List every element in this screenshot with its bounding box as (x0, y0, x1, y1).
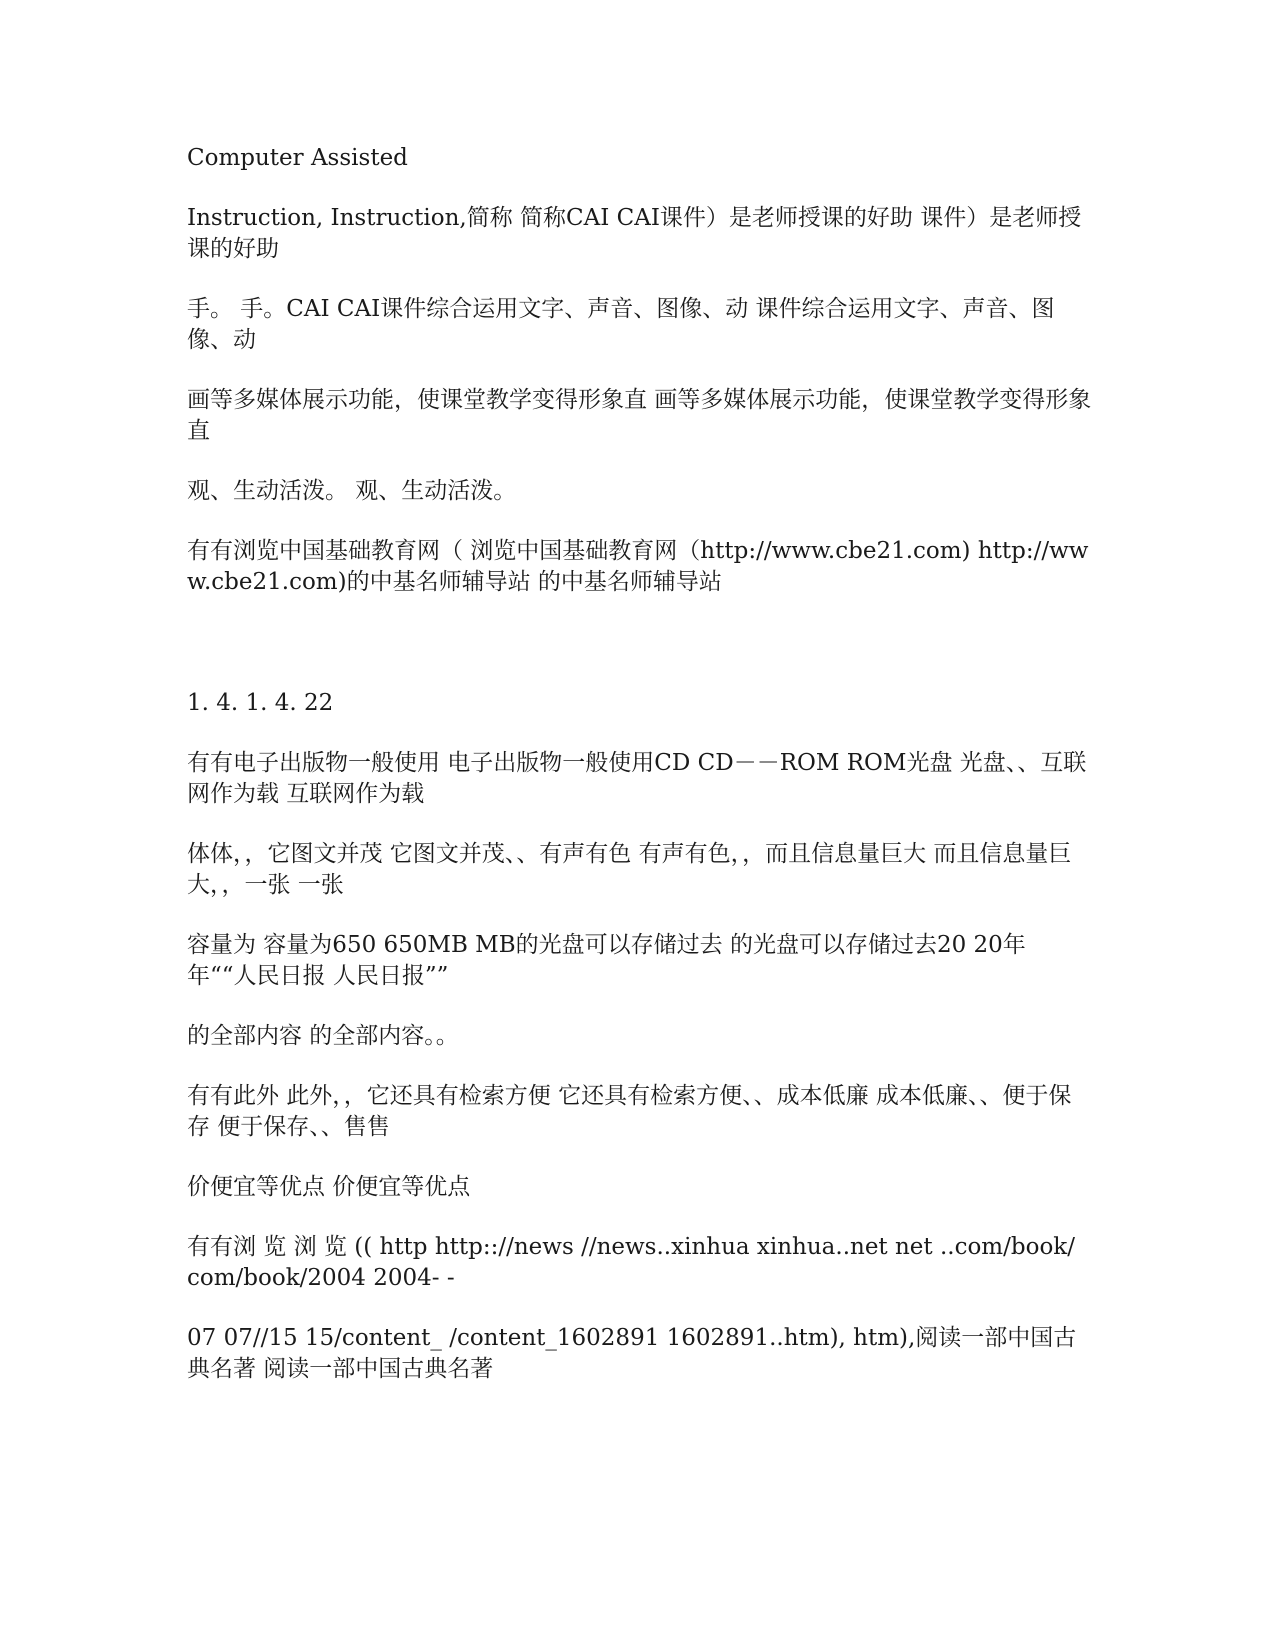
paragraph-2: Instruction, Instruction,简称 简称CAI CAI课件）是老师授课的好助 课件）是老师授课的好助 (187, 205, 1082, 262)
paragraph-9: 容量为 容量为650 650MB MB的光盘可以存储过去 的光盘可以存储过去20 20年年““人民日报 人民日报”” (187, 932, 1026, 989)
paragraph-4: 画等多媒体展示功能，使课堂教学变得形象直 画等多媒体展示功能，使课堂教学变得形象直 (187, 387, 1092, 444)
section-number: 1. 4. 1. 4. 22 (187, 690, 334, 716)
paragraph-10: 的全部内容 的全部内容。。 (187, 1023, 459, 1049)
document-body (187, 143, 1092, 1414)
paragraph-14: 07 07//15 15/content_ /content_1602891 1602891..htm), htm),阅读一部中国古典名著 阅读一部中国古典名著 (187, 1325, 1077, 1382)
paragraph-13: 有有浏 览 浏 览 (( http http:://news //news..xinhua xinhua..net net ..com/book/ com/book/2004 2004- - (187, 1234, 1075, 1291)
paragraph-11: 有有此外 此外，，它还具有检索方便 它还具有检索方便、、成本低廉 成本低廉、、便于保存 便于保存、、售售 (187, 1083, 1072, 1140)
paragraph-1: Computer Assisted (187, 145, 408, 171)
paragraph-12: 价便宜等优点 价便宜等优点 (187, 1174, 471, 1200)
paragraph-7: 有有电子出版物一般使用 电子出版物一般使用CD CD－－ROM ROM光盘 光盘、、互联网作为载 互联网作为载 (187, 750, 1087, 807)
paragraph-8: 体体，，它图文并茂 它图文并茂、、有声有色 有声有色，，而且信息量巨大 而且信息量巨大，，一张 一张 (187, 841, 1072, 898)
paragraph-3: 手。 手。CAI CAI课件综合运用文字、声音、图像、动 课件综合运用文字、声音、图像、动 (187, 296, 1055, 353)
paragraph-5: 观、生动活泼。 观、生动活泼。 (187, 478, 517, 504)
paragraph-6: 有有浏览中国基础教育网（ 浏览中国基础教育网（http://www.cbe21.com) http://www.cbe21.com)的中基名师辅导站 的中基名师辅导站 (187, 538, 1089, 595)
